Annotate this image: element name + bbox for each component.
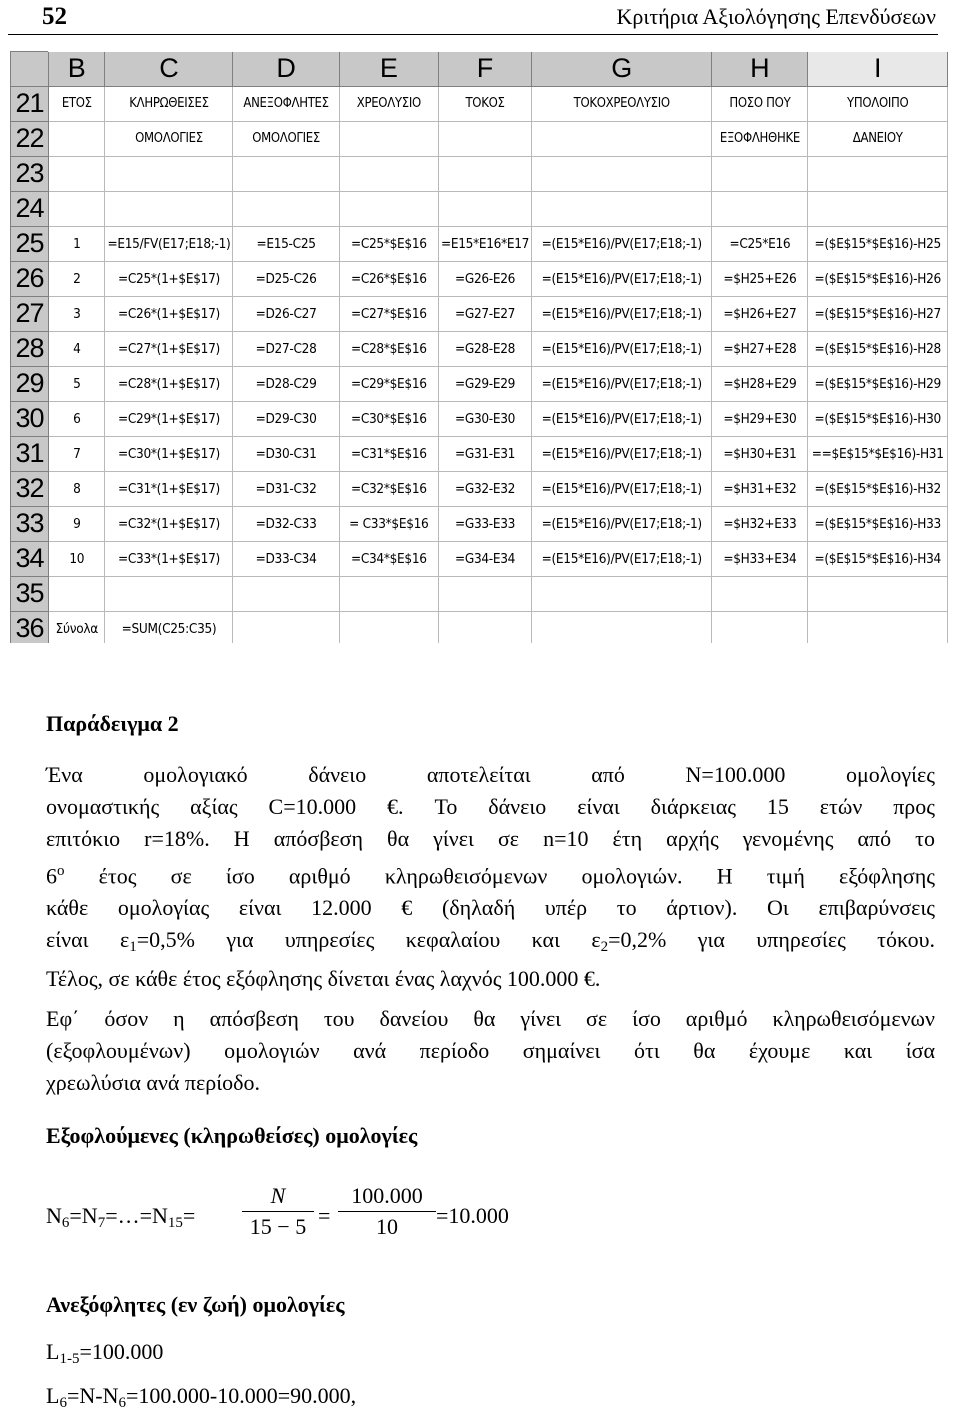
cell[interactable]: =D29-C30 <box>233 401 339 436</box>
text-line <box>46 924 935 963</box>
row-header[interactable]: 28 <box>11 331 49 366</box>
cell[interactable]: =G26-E26 <box>438 261 531 296</box>
cell[interactable]: =(E15*E16)/PV(E17;E18;-1) <box>532 506 712 541</box>
cell[interactable]: 7 <box>49 436 105 471</box>
numerator: N <box>270 1183 286 1208</box>
cell[interactable]: 4 <box>49 331 105 366</box>
cell[interactable] <box>233 576 339 611</box>
eq-symbol: = <box>182 1203 196 1228</box>
cell[interactable]: =$H28+E29 <box>712 366 808 401</box>
sheet-row <box>11 471 948 506</box>
example-paragraph-2 <box>46 1003 935 1099</box>
cell[interactable]: =C25*E16 <box>712 226 808 261</box>
cell[interactable] <box>233 191 339 226</box>
cell[interactable]: =($E$15*$E$16)-H30 <box>808 401 948 436</box>
cell[interactable]: =C30*$E$16 <box>339 401 438 436</box>
cell[interactable]: =C34*$E$16 <box>339 541 438 576</box>
cell[interactable]: 5 <box>49 366 105 401</box>
cell[interactable]: =($E$15*$E$16)-H32 <box>808 471 948 506</box>
cell[interactable] <box>808 156 948 191</box>
text-line: Ένα ομολογιακό δάνειο αποτελείται από Ν=100.000 ομολογίες <box>46 762 935 787</box>
eq-symbol: L <box>46 1339 60 1364</box>
cell[interactable]: 10 <box>49 541 105 576</box>
cell[interactable]: =G30-E30 <box>438 401 531 436</box>
column-header-b[interactable]: B <box>49 51 105 86</box>
eq-value: =100.000-10.000=90.000, <box>125 1383 357 1408</box>
sheet-row <box>11 401 948 436</box>
sheet-row <box>11 86 948 121</box>
cell[interactable]: =C25*(1+$E$17) <box>105 261 233 296</box>
row-header[interactable]: 21 <box>11 86 49 121</box>
row-header[interactable]: 35 <box>11 576 49 611</box>
example-paragraph-1 <box>46 759 935 995</box>
cell[interactable]: =G34-E34 <box>438 541 531 576</box>
text-span: =0,5% για υπηρεσίες κεφαλαίου και ε <box>136 927 601 953</box>
cell[interactable]: 2 <box>49 261 105 296</box>
cell[interactable]: =G27-E27 <box>438 296 531 331</box>
cell[interactable]: =$H25+E26 <box>712 261 808 296</box>
cell[interactable]: =D31-C32 <box>233 471 339 506</box>
cell[interactable]: ΔΑΝΕΙΟΥ <box>808 121 948 156</box>
cell[interactable] <box>339 576 438 611</box>
subscript: 6 <box>61 1215 70 1231</box>
eq-symbol: =N <box>69 1203 98 1228</box>
cell[interactable]: =($E$15*$E$16)-H29 <box>808 366 948 401</box>
sheet-row <box>11 296 948 331</box>
cell[interactable]: =D26-C27 <box>233 296 339 331</box>
cell[interactable]: =SUM(C25:C35) <box>105 611 233 643</box>
cell[interactable]: = C33*$E$16 <box>339 506 438 541</box>
subscript: 1-5 <box>59 1351 80 1367</box>
cell[interactable] <box>233 611 339 643</box>
cell[interactable]: 9 <box>49 506 105 541</box>
cell[interactable]: =C27*$E$16 <box>339 296 438 331</box>
cell[interactable]: =(E15*E16)/PV(E17;E18;-1) <box>532 401 712 436</box>
cell[interactable] <box>532 611 712 643</box>
eq-value: =100.000 <box>79 1339 164 1364</box>
subscript: 6 <box>59 1395 67 1411</box>
cell[interactable]: =($E$15*$E$16)-H33 <box>808 506 948 541</box>
cell[interactable]: =D32-C33 <box>233 506 339 541</box>
cell[interactable]: =($E$15*$E$16)-H26 <box>808 261 948 296</box>
cell[interactable] <box>808 191 948 226</box>
row-header[interactable]: 25 <box>11 226 49 261</box>
sheet-row <box>11 191 948 226</box>
cell[interactable]: ΕΤΟΣ <box>49 86 105 121</box>
cell[interactable]: 3 <box>49 296 105 331</box>
text-span: είναι ε <box>46 927 130 953</box>
cell[interactable] <box>105 191 233 226</box>
cell[interactable]: =C32*$E$16 <box>339 471 438 506</box>
cell[interactable] <box>532 191 712 226</box>
row-header[interactable]: 22 <box>11 121 49 156</box>
cell[interactable] <box>438 191 531 226</box>
superscript: ο <box>57 863 65 879</box>
text-line: χρεωλύσια ανά περίοδο. <box>46 1070 261 1095</box>
column-header-i[interactable]: I <box>808 51 948 86</box>
cell[interactable]: =(E15*E16)/PV(E17;E18;-1) <box>532 436 712 471</box>
subscript: 1 <box>129 939 137 956</box>
sheet-row <box>11 611 948 643</box>
cell[interactable]: =C31*(1+$E$17) <box>105 471 233 506</box>
cell[interactable]: =$H32+E33 <box>712 506 808 541</box>
cell[interactable]: =D28-C29 <box>233 366 339 401</box>
cell[interactable]: 6 <box>49 401 105 436</box>
cell[interactable]: =($E$15*$E$16)-H25 <box>808 226 948 261</box>
column-header-c[interactable]: C <box>105 51 233 86</box>
cell[interactable] <box>712 576 808 611</box>
text-line: επιτόκιο r=18%. Η απόσβεση θα γίνει σε n=10 έτη αρχής γενομένης από το <box>46 826 935 851</box>
text-line: (εξοφλουμένων) ομολογιών ανά περίοδο σημαίνει ότι θα έχουμε και ίσα <box>46 1038 935 1063</box>
cell[interactable]: =C30*(1+$E$17) <box>105 436 233 471</box>
cell[interactable]: ΟΜΟΛΟΓΙΕΣ <box>105 121 233 156</box>
heading-outstanding-bonds: Ανεξόφλητες (εν ζωή) ομολογίες <box>46 1292 345 1317</box>
cell[interactable]: =E15*E16*E17 <box>438 226 531 261</box>
equation-lhs <box>46 1203 195 1232</box>
cell[interactable]: ΠΟΣΟ ΠΟΥ <box>712 86 808 121</box>
heading-paid-bonds: Εξοφλούμενες (κληρωθείσες) ομολογίες <box>46 1123 418 1148</box>
spreadsheet-grid <box>10 50 948 643</box>
equation-outstanding-1-5 <box>46 1336 935 1375</box>
fraction-total-over-periods <box>338 1183 436 1240</box>
cell[interactable]: 1 <box>49 226 105 261</box>
cell[interactable]: =C33*(1+$E$17) <box>105 541 233 576</box>
cell[interactable]: =C28*$E$16 <box>339 331 438 366</box>
subscript: 2 <box>600 939 609 956</box>
sheet-row <box>11 436 948 471</box>
cell[interactable]: =(E15*E16)/PV(E17;E18;-1) <box>532 471 712 506</box>
cell[interactable]: Σύνολα <box>49 611 105 643</box>
row-header[interactable]: 31 <box>11 436 49 471</box>
cell[interactable]: =($E$15*$E$16)-H34 <box>808 541 948 576</box>
cell[interactable]: =D33-C34 <box>233 541 339 576</box>
cell[interactable]: ΚΛΗΡΩΘΕΙΣΕΣ <box>105 86 233 121</box>
cell[interactable]: =($E$15*$E$16)-H27 <box>808 296 948 331</box>
eq-symbol: =…=N <box>105 1203 168 1228</box>
column-header-d[interactable]: D <box>233 51 339 86</box>
cell[interactable]: =(E15*E16)/PV(E17;E18;-1) <box>532 366 712 401</box>
row-header[interactable]: 29 <box>11 366 49 401</box>
cell[interactable] <box>712 611 808 643</box>
cell[interactable]: =C26*(1+$E$17) <box>105 296 233 331</box>
eq-symbol: N <box>46 1203 62 1228</box>
cell[interactable]: =$H30+E31 <box>712 436 808 471</box>
cell[interactable]: ΤΟΚΟΧΡΕΟΛΥΣΙΟ <box>532 86 712 121</box>
cell[interactable]: =(E15*E16)/PV(E17;E18;-1) <box>532 541 712 576</box>
cell[interactable]: =(E15*E16)/PV(E17;E18;-1) <box>532 331 712 366</box>
cell[interactable]: ΥΠΟΛΟΙΠΟ <box>808 86 948 121</box>
column-header-h[interactable]: H <box>712 51 808 86</box>
text-line: Εφ΄ όσον η απόσβεση του δανείου θα γίνει σε ίσο αριθμό κληρωθεισόμενων <box>46 1006 935 1031</box>
cell[interactable]: =$H26+E27 <box>712 296 808 331</box>
cell[interactable] <box>438 576 531 611</box>
cell[interactable]: ΑΝΕΞΟΦΛΗΤΕΣ <box>233 86 339 121</box>
eq-symbol: =N-N <box>66 1383 119 1408</box>
cell[interactable]: =E15/FV(E17;E18;-1) <box>105 226 233 261</box>
cell[interactable]: =C32*(1+$E$17) <box>105 506 233 541</box>
cell[interactable] <box>49 156 105 191</box>
cell[interactable]: =C28*(1+$E$17) <box>105 366 233 401</box>
spreadsheet-screenshot <box>10 50 948 643</box>
eq-symbol: L <box>46 1383 60 1408</box>
cell[interactable]: =(E15*E16)/PV(E17;E18;-1) <box>532 296 712 331</box>
cell[interactable] <box>532 576 712 611</box>
cell[interactable] <box>233 156 339 191</box>
equation-result: =10.000 <box>436 1203 509 1228</box>
cell[interactable] <box>49 576 105 611</box>
text-line: Τέλος, σε κάθε έτος εξόφλησης δίνεται ένας λαχνός 100.000 €. <box>46 966 601 992</box>
sheet-row <box>11 226 948 261</box>
cell[interactable] <box>339 121 438 156</box>
cell[interactable]: =C31*$E$16 <box>339 436 438 471</box>
row-header[interactable]: 34 <box>11 541 49 576</box>
sheet-row <box>11 121 948 156</box>
subscript: 7 <box>97 1215 106 1231</box>
text-span: =0,2% για υπηρεσίες τόκου. <box>608 927 936 953</box>
row-header[interactable]: 26 <box>11 261 49 296</box>
text-line: κάθε ομολογίας είναι 12.000 € (δηλαδή υπέρ το άρτιον). Οι επιβαρύνσεις <box>46 895 935 921</box>
page-number: 52 <box>42 3 67 30</box>
column-header-g[interactable]: G <box>532 51 712 86</box>
cell[interactable]: =G31-E31 <box>438 436 531 471</box>
row-header[interactable]: 33 <box>11 506 49 541</box>
text-span: έτος σε ίσο αριθμό κληρωθεισόμενων ομολογιών. Η τιμή εξόφλησης <box>64 863 935 889</box>
text-span: 6 <box>46 863 57 889</box>
subscript: 15 <box>167 1215 183 1231</box>
cell[interactable]: ΟΜΟΛΟΓΙΕΣ <box>233 121 339 156</box>
row-header[interactable]: 27 <box>11 296 49 331</box>
cell[interactable]: =D27-C28 <box>233 331 339 366</box>
denominator: 10 <box>376 1214 398 1239</box>
equals-sign: = <box>318 1203 331 1228</box>
fraction-bar <box>338 1211 436 1212</box>
cell[interactable]: =G28-E28 <box>438 331 531 366</box>
sheet-row <box>11 156 948 191</box>
sheet-row <box>11 541 948 576</box>
sheet-row <box>11 506 948 541</box>
cell[interactable] <box>339 611 438 643</box>
cell[interactable]: =G33-E33 <box>438 506 531 541</box>
sheet-row <box>11 576 948 611</box>
cell[interactable]: =C25*$E$16 <box>339 226 438 261</box>
text-line: ονομαστικής αξίας C=10.000 €. Το δάνειο είναι διάρκειας 15 ετών προς <box>46 794 935 819</box>
sheet-row <box>11 331 948 366</box>
cell[interactable]: =E15-C25 <box>233 226 339 261</box>
cell[interactable] <box>808 576 948 611</box>
text-line <box>46 855 935 892</box>
cell[interactable]: ==$E$15*$E$16)-H31 <box>808 436 948 471</box>
fraction-n-over-years <box>242 1183 314 1240</box>
cell[interactable]: =D25-C26 <box>233 261 339 296</box>
column-header-f[interactable]: F <box>438 51 531 86</box>
cell[interactable] <box>438 611 531 643</box>
row-header[interactable]: 24 <box>11 191 49 226</box>
row-header[interactable]: 36 <box>11 611 49 643</box>
cell[interactable]: =$H31+E32 <box>712 471 808 506</box>
cell[interactable] <box>339 191 438 226</box>
numerator: 100.000 <box>351 1183 423 1208</box>
cell[interactable] <box>105 156 233 191</box>
corner-cell[interactable] <box>11 51 49 86</box>
cell[interactable]: 8 <box>49 471 105 506</box>
cell[interactable] <box>532 121 712 156</box>
sheet-row <box>11 366 948 401</box>
cell[interactable] <box>712 191 808 226</box>
cell[interactable]: =(E15*E16)/PV(E17;E18;-1) <box>532 226 712 261</box>
fraction-bar <box>242 1211 314 1212</box>
running-title: Κριτήρια Αξιολόγησης Επενδύσεων <box>616 4 936 29</box>
cell[interactable]: ΤΟΚΟΣ <box>438 86 531 121</box>
cell[interactable]: =$H29+E30 <box>712 401 808 436</box>
cell[interactable] <box>339 156 438 191</box>
cell[interactable]: =C27*(1+$E$17) <box>105 331 233 366</box>
cell[interactable]: =$H33+E34 <box>712 541 808 576</box>
cell[interactable]: =$H27+E28 <box>712 331 808 366</box>
cell[interactable]: =G29-E29 <box>438 366 531 401</box>
cell[interactable] <box>49 191 105 226</box>
cell[interactable]: =($E$15*$E$16)-H28 <box>808 331 948 366</box>
sheet-row <box>11 261 948 296</box>
cell[interactable]: =(E15*E16)/PV(E17;E18;-1) <box>532 261 712 296</box>
equation-outstanding-6 <box>46 1380 935 1419</box>
denominator: 15 − 5 <box>249 1214 307 1239</box>
equation-redeemed-bonds <box>46 1183 646 1263</box>
cell[interactable]: =G32-E32 <box>438 471 531 506</box>
cell[interactable]: =C26*$E$16 <box>339 261 438 296</box>
row-header[interactable]: 23 <box>11 156 49 191</box>
example-title: Παράδειγμα 2 <box>46 711 179 736</box>
cell[interactable]: =D30-C31 <box>233 436 339 471</box>
cell[interactable] <box>808 611 948 643</box>
subscript: 6 <box>118 1395 126 1411</box>
cell[interactable]: ΕΞΟΦΛΗΘΗΚΕ <box>712 121 808 156</box>
cell[interactable] <box>532 156 712 191</box>
cell[interactable]: =C29*$E$16 <box>339 366 438 401</box>
row-header[interactable]: 30 <box>11 401 49 436</box>
cell[interactable]: =C29*(1+$E$17) <box>105 401 233 436</box>
column-header-e[interactable]: E <box>339 51 438 86</box>
cell[interactable] <box>105 576 233 611</box>
row-header[interactable]: 32 <box>11 471 49 506</box>
cell[interactable] <box>712 156 808 191</box>
page-header <box>8 0 938 35</box>
cell[interactable] <box>49 121 105 156</box>
cell[interactable] <box>438 156 531 191</box>
cell[interactable]: ΧΡΕΟΛΥΣΙΟ <box>339 86 438 121</box>
cell[interactable] <box>438 121 531 156</box>
